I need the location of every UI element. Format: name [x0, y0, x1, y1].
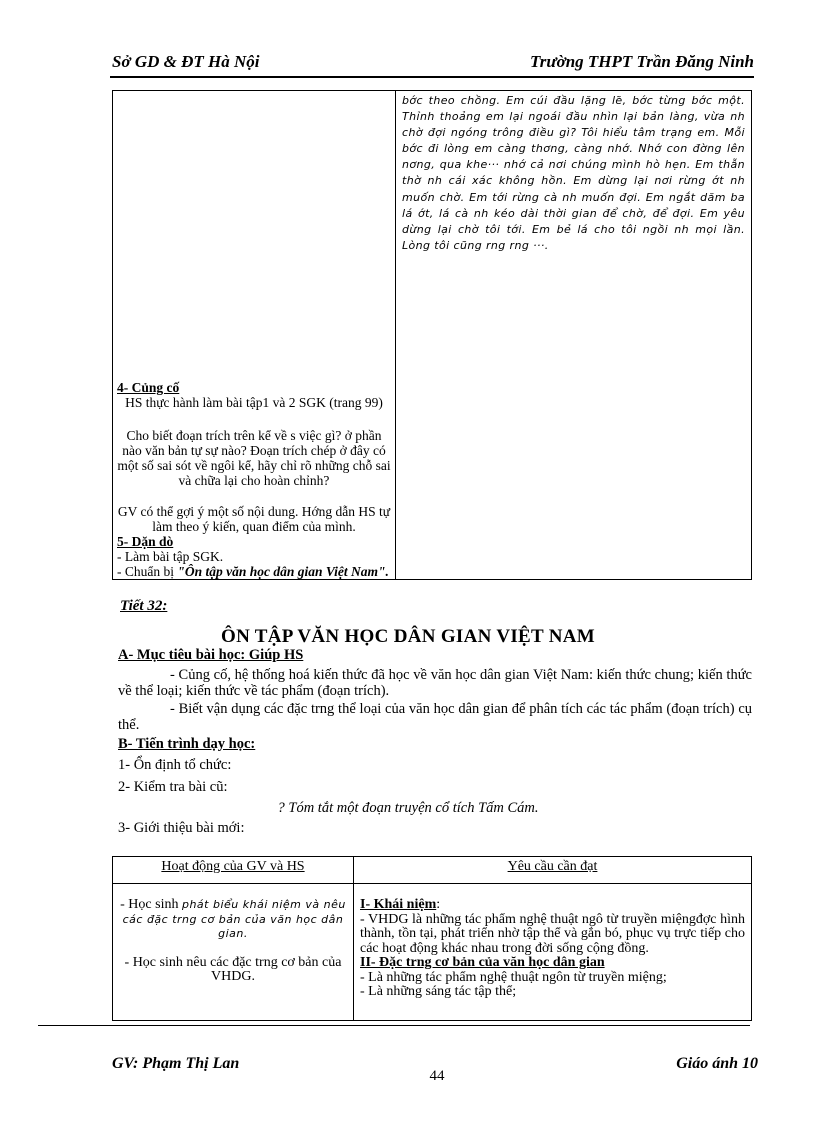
header-divider — [110, 76, 754, 78]
requirements-cell — [354, 884, 752, 1021]
footer-teacher: GV: Phạm Thị Lan — [112, 1055, 240, 1072]
header-left: Sở GD & ĐT Hà Nội — [112, 52, 260, 71]
left-column — [113, 91, 396, 580]
practice-text: HS thực hành làm bài tập1 và 2 SGK (trang 99) — [125, 395, 383, 410]
heading-review: 4- Củng cố — [117, 380, 180, 395]
header-right: Trường THPT Trần Đăng Ninh — [530, 52, 754, 71]
feature-1: - Là những tác phẩm nghệ thuật ngôn từ truyền miệng; — [360, 969, 667, 985]
features-heading: II- Đặc trng cơ bản của văn học dân gian — [360, 955, 605, 970]
step-1: 1- Ổn định tổ chức: — [118, 757, 232, 773]
question-text: Cho biết đoạn trích trên kể về s việc gì? ở phần nào văn bản tự sự nào? Đoạn trích chép ở đây có một số sai sót về ngôi kể, hãy chỉ rõ những chỗ sai và chữa lại cho hoàn chỉnh? — [117, 428, 391, 488]
feature-2: - Là những sáng tác tập thể; — [360, 984, 517, 999]
objective-2: - Biết vận dụng các đặc trng thể loại của văn học dân gian để phân tích các tác phẩm (đoạn trích) cụ thể. — [118, 701, 752, 733]
activity-table — [112, 856, 752, 1021]
section-process: B- Tiến trình dạy học: — [118, 736, 256, 752]
heading-homework: 5- Dặn dò — [117, 534, 174, 549]
activity-2: - Học sinh nêu các đặc trng cơ bản của VHDG. — [124, 954, 342, 984]
lesson-table-top — [112, 90, 752, 580]
concept-text: - VHDG là những tác phẩm nghệ thuật ngô từ truyền miệngđợc hình thành, tồn tại, phát triển nhờ tập thể và gắn bó, phục vụ trực tiếp cho các hoạt động khác nhau trong đời sống cộng đồng. — [360, 911, 745, 956]
section-objectives: A- Mục tiêu bài học: Giúp HS — [118, 647, 304, 663]
footer-subject: Giáo ánh 10 — [676, 1055, 758, 1072]
homework-2: - Chuẩn bị "Ôn tập văn học dân gian Việt Nam". — [117, 564, 389, 579]
teacher-note: GV có thể gợi ý một số nội dung. Hớng dẫn HS tự làm theo ý kiến, quan điểm của mình. — [117, 504, 391, 534]
col-requirements-header: Yêu cầu cần đạt — [354, 857, 752, 884]
concept-heading: I- Khái niệm: — [360, 897, 441, 912]
review-question: ? Tóm tắt một đoạn truyện cổ tích Tấm Cám. — [277, 800, 539, 816]
lesson-title: ÔN TẬP VĂN HỌC DÂN GIAN VIỆT NAM — [221, 626, 595, 647]
page-number: 44 — [429, 1068, 445, 1084]
col-activities-header: Hoạt động của GV và HS — [113, 857, 354, 884]
footer-divider — [38, 1025, 750, 1026]
lesson-number: Tiết 32: — [120, 598, 168, 614]
step-3: 3- Giới thiệu bài mới: — [118, 820, 245, 836]
right-column-passage: bớc theo chồng. Em cúi đầu lặng lẽ, bớc từng bớc một. Thỉnh thoảng em lại ngoái đầu nhìn lại bản làng, vừa nh chờ đợi ngóng trông điều gì? Tôi hiểu tâm trạng em. Mỗi bớc đi lòng em càng thơng, càng nhớ. Nhớ con đờng lên nơng, qua khe··· nhớ cả nơi chúng mình hò hẹn. Em thẫn thờ nh cái xác không hồn. Em dừng lại nơi rừng ớt nh muốn chờ. Em tới rừng cà nh muốn đợi. Em ngắt dăm ba lá ớt, lá cà nh kéo dài thời gian để chờ, để đợi. Em yêu dừng lại chờ tôi tới. Em bẻ lá cho tôi ngồi nh mọi lần. Lòng tôi cũng rng rng ···. — [396, 91, 752, 580]
activities-cell — [113, 884, 354, 1021]
activity-1: - Học sinh phát biểu khái niệm và nêu các đặc trng cơ bản của văn học dân gian. — [120, 897, 346, 940]
homework-1: - Làm bài tập SGK. — [117, 549, 224, 564]
step-2: 2- Kiểm tra bài cũ: — [118, 779, 228, 795]
objective-1: - Củng cố, hệ thống hoá kiến thức đã học về văn học dân gian Việt Nam: kiến thức chung; kiến thức về thể loại; kiến thức về tác phẩm (đoạn trích). — [118, 667, 752, 699]
